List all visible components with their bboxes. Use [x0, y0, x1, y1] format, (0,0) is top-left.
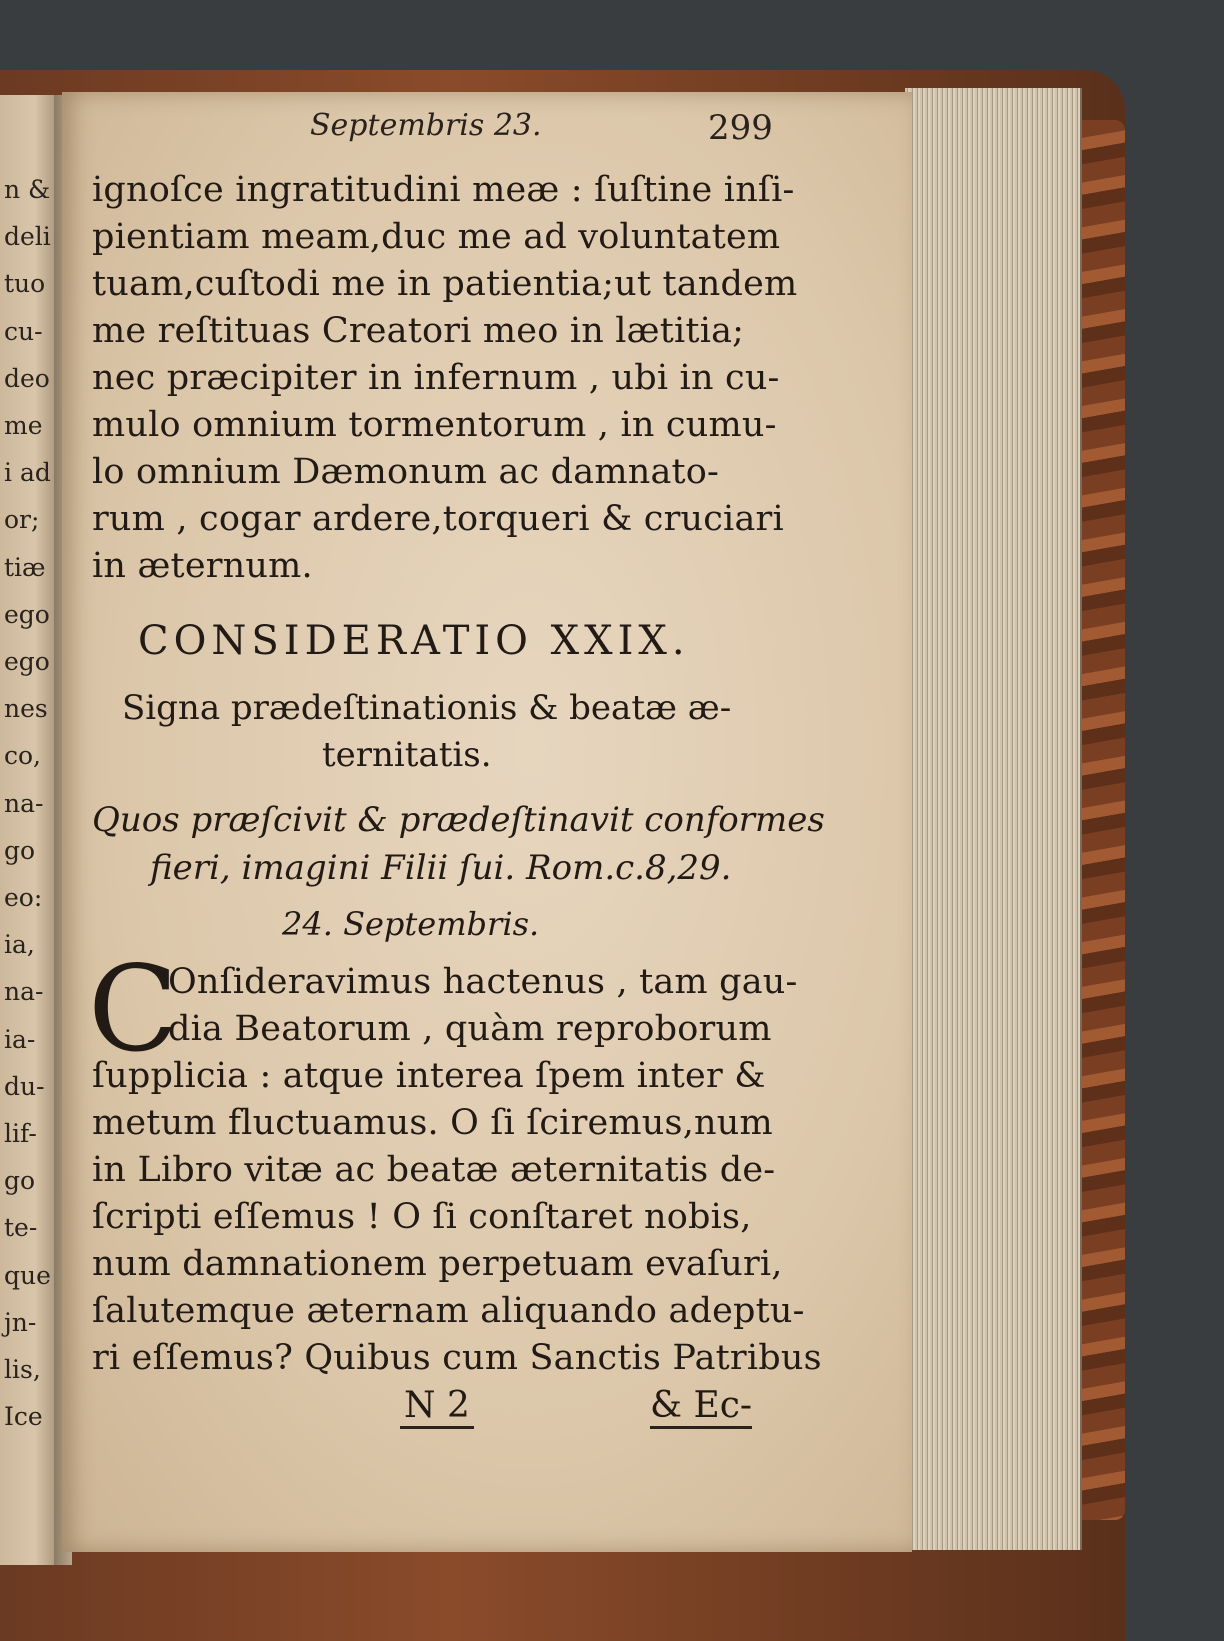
- left-page-fragment: ia,: [4, 930, 35, 960]
- body-line: me reſtituas Creatori meo in lætitia;: [92, 311, 745, 351]
- body-line: ignoſce ingratitudini meæ : ſuſtine inſi-: [92, 170, 795, 210]
- left-page-fragment: ia-: [4, 1024, 36, 1054]
- body-line: dia Beatorum , quàm reproborum: [168, 1009, 772, 1049]
- left-page-fragment: du-: [4, 1071, 45, 1101]
- drop-capital: C: [88, 940, 179, 1078]
- section-subheading: Signa prædeſtinationis & beatæ æ-: [122, 688, 732, 728]
- left-page-fragment: na-: [4, 977, 44, 1007]
- body-line: ſupplicia : atque interea ſpem inter &: [92, 1056, 766, 1096]
- signature-mark: N 2: [400, 1385, 474, 1429]
- scripture-quote: fieri, imagini Filii ſui. Rom.c.8,29.: [150, 848, 732, 888]
- left-page-fragment: n &: [4, 175, 51, 204]
- left-page-fragment: co,: [4, 741, 41, 771]
- left-page-fragment: lis,: [4, 1355, 41, 1384]
- body-line: in æternum.: [92, 546, 313, 586]
- left-page-fragment: cu-: [4, 316, 43, 346]
- body-line: num damnationem perpetuam evaſuri,: [92, 1244, 783, 1284]
- left-page-fragment: go: [4, 1166, 36, 1196]
- left-page-fragment: deli: [4, 222, 51, 252]
- body-line: rum , cogar ardere,torqueri & cruciari: [92, 499, 784, 539]
- cover-edge: [1080, 120, 1125, 1520]
- body-line: lo omnium Dæmonum ac damnato-: [92, 452, 720, 492]
- left-page-fragment: tiæ: [4, 552, 46, 582]
- body-line: Onſideravimus hactenus , tam gau-: [168, 962, 798, 1002]
- left-page-fragment: que: [4, 1260, 51, 1290]
- left-page-fragment: i ad: [4, 458, 51, 488]
- body-line: ri eſſemus? Quibus cum Sanctis Patribus: [92, 1338, 822, 1378]
- body-line: metum fluctuamus. O ſi ſciremus,num: [92, 1103, 773, 1143]
- left-page: [0, 95, 58, 1565]
- date-line: 24. Septembris.: [282, 905, 540, 943]
- body-line: tuam,cuſtodi me in patientia;ut tandem: [92, 264, 798, 304]
- body-line: pientiam meam,duc me ad voluntatem: [92, 217, 781, 257]
- catchword: & Ec-: [650, 1385, 752, 1429]
- left-page-fragment: deo: [4, 363, 50, 393]
- left-page-fragment: lif-: [4, 1119, 37, 1148]
- section-heading: CONSIDERATIO XXIX.: [138, 618, 690, 664]
- scripture-quote: Quos præſcivit & prædeſtinavit conformes: [92, 800, 825, 840]
- page-block-edges: [905, 88, 1082, 1550]
- left-page-fragment: jn-: [4, 1307, 37, 1337]
- section-subheading: ternitatis.: [322, 735, 492, 775]
- left-page-fragment: ego: [4, 599, 50, 629]
- left-page-fragment: eo:: [4, 883, 43, 912]
- left-page-fragment: ego: [4, 647, 50, 676]
- left-page-fragment: go: [4, 835, 36, 865]
- body-line: in Libro vitæ ac beatæ æternitatis de-: [92, 1150, 776, 1190]
- left-page-fragment: me: [4, 411, 43, 440]
- left-page-fragment: te-: [4, 1213, 38, 1243]
- body-line: ſcripti eſſemus ! O ſi conſtaret nobis,: [92, 1197, 752, 1237]
- body-line: nec præcipiter in infernum , ubi in cu-: [92, 358, 780, 398]
- body-line: mulo omnium tormentorum , in cumu-: [92, 405, 777, 445]
- left-page-fragment: or;: [4, 505, 40, 535]
- page-number: 299: [708, 108, 773, 148]
- left-page-fragment: tuo: [4, 269, 46, 299]
- left-page-fragment: Ice: [4, 1402, 43, 1432]
- body-line: ſalutemque æternam aliquando adeptu-: [92, 1291, 805, 1331]
- left-page-fragment: na-: [4, 788, 44, 818]
- left-page-fragment: nes: [4, 694, 48, 724]
- running-head: Septembris 23.: [310, 108, 542, 143]
